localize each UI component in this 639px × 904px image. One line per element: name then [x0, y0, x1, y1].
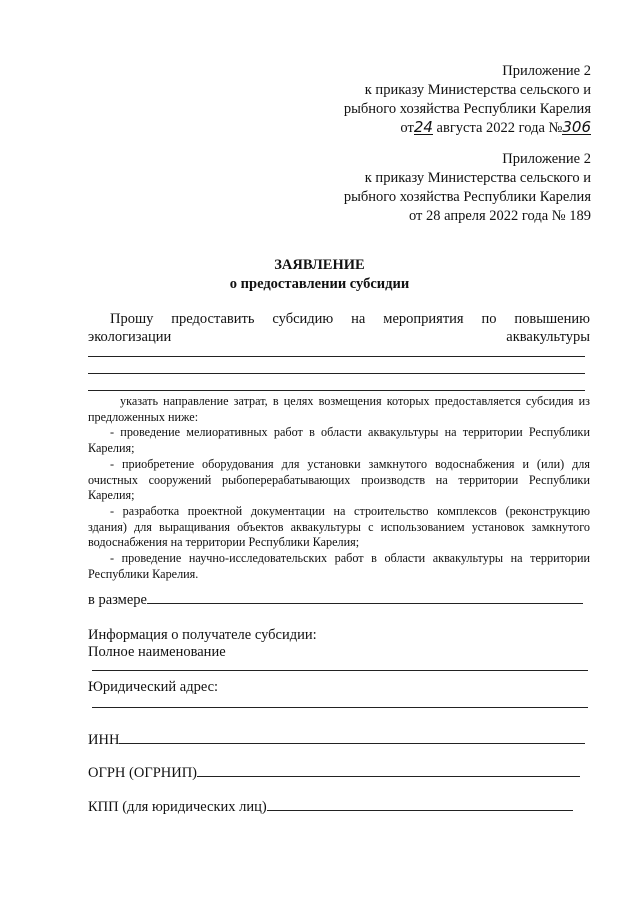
amount-input-line[interactable] [147, 591, 583, 604]
inn-field [88, 731, 585, 749]
appendix-ministry: рыбного хозяйства Республики Карелия [343, 101, 591, 117]
kpp-field [88, 798, 573, 816]
legal-address-label: Юридический адрес: [88, 679, 219, 695]
request-line-1 [88, 310, 590, 328]
request-word: по [481, 311, 497, 327]
inn-input-line[interactable] [119, 731, 585, 744]
date-rest: августа 2022 года № [436, 120, 563, 136]
request-word: аквакультуры [506, 329, 590, 345]
appendix-date-line: от 28 апреля 2022 года № 189 [408, 208, 591, 224]
request-line-2 [88, 328, 590, 346]
inn-label: ИНН [88, 732, 120, 748]
request-word: на [351, 311, 366, 327]
fill-line[interactable] [88, 356, 585, 357]
handwritten-day: 24 [413, 118, 433, 136]
appendix-title: Приложение 2 [502, 151, 591, 167]
request-word: субсидию [272, 311, 334, 327]
date-prefix: от [400, 120, 414, 136]
request-paragraph [88, 310, 590, 346]
hint-item: - приобретение оборудования для установки замкнутого водоснабжения и (или) для очистных сооружений рыбоперерабатывающих производств на территории Республики Карелия; [88, 456, 590, 503]
appendix-order-ref: к приказу Министерства сельского и [364, 82, 591, 98]
request-word: экологизации [88, 329, 172, 345]
full-name-input-line[interactable] [92, 670, 588, 671]
appendix-title: Приложение 2 [502, 63, 591, 79]
hint-item: - разработка проектной документации на строительство комплексов (реконструкцию здания) для выращивания объектов аквакультуры с использованием установок замкнутого водоснабжения на территории Республики Карелия; [88, 503, 590, 550]
handwritten-number: 306 [562, 118, 591, 136]
request-word: повышению [514, 311, 590, 327]
hint-item: - проведение мелиоративных работ в области аквакультуры на территории Республики Карелия; [88, 425, 590, 456]
full-name-label: Полное наименование [88, 644, 226, 660]
appendix-header-current [271, 62, 591, 138]
kpp-label: КПП (для юридических лиц) [88, 799, 267, 815]
expense-directions-hint [88, 394, 590, 582]
amount-field [88, 591, 583, 609]
document-subtitle: о предоставлении субсидии [229, 276, 410, 292]
hint-item: - проведение научно-исследовательских работ в области аквакультуры на территории Республики Карелия. [88, 551, 590, 581]
fill-line[interactable] [88, 373, 585, 374]
request-word: предоставить [171, 311, 255, 327]
ogrn-field [88, 764, 580, 782]
recipient-info-heading: Информация о получателе субсидии: [88, 627, 317, 643]
kpp-input-line[interactable] [267, 798, 573, 811]
appendix-header-original [271, 150, 591, 226]
legal-address-input-line[interactable] [92, 707, 588, 708]
document-title: ЗАЯВЛЕНИЕ [274, 257, 365, 273]
appendix-ministry: рыбного хозяйства Республики Карелия [343, 189, 591, 205]
amount-label: в размере [88, 592, 147, 608]
ogrn-label: ОГРН (ОГРНИП) [88, 765, 198, 781]
appendix-order-ref: к приказу Министерства сельского и [364, 170, 591, 186]
hint-intro: указать направление затрат, в целях возмещения которых предоставляется субсидия из предложенных ниже: [88, 394, 590, 424]
appendix-date-line [271, 119, 591, 138]
request-word: Прошу [110, 311, 154, 327]
fill-line[interactable] [88, 390, 585, 391]
request-word: мероприятия [383, 311, 464, 327]
ogrn-input-line[interactable] [197, 764, 580, 777]
